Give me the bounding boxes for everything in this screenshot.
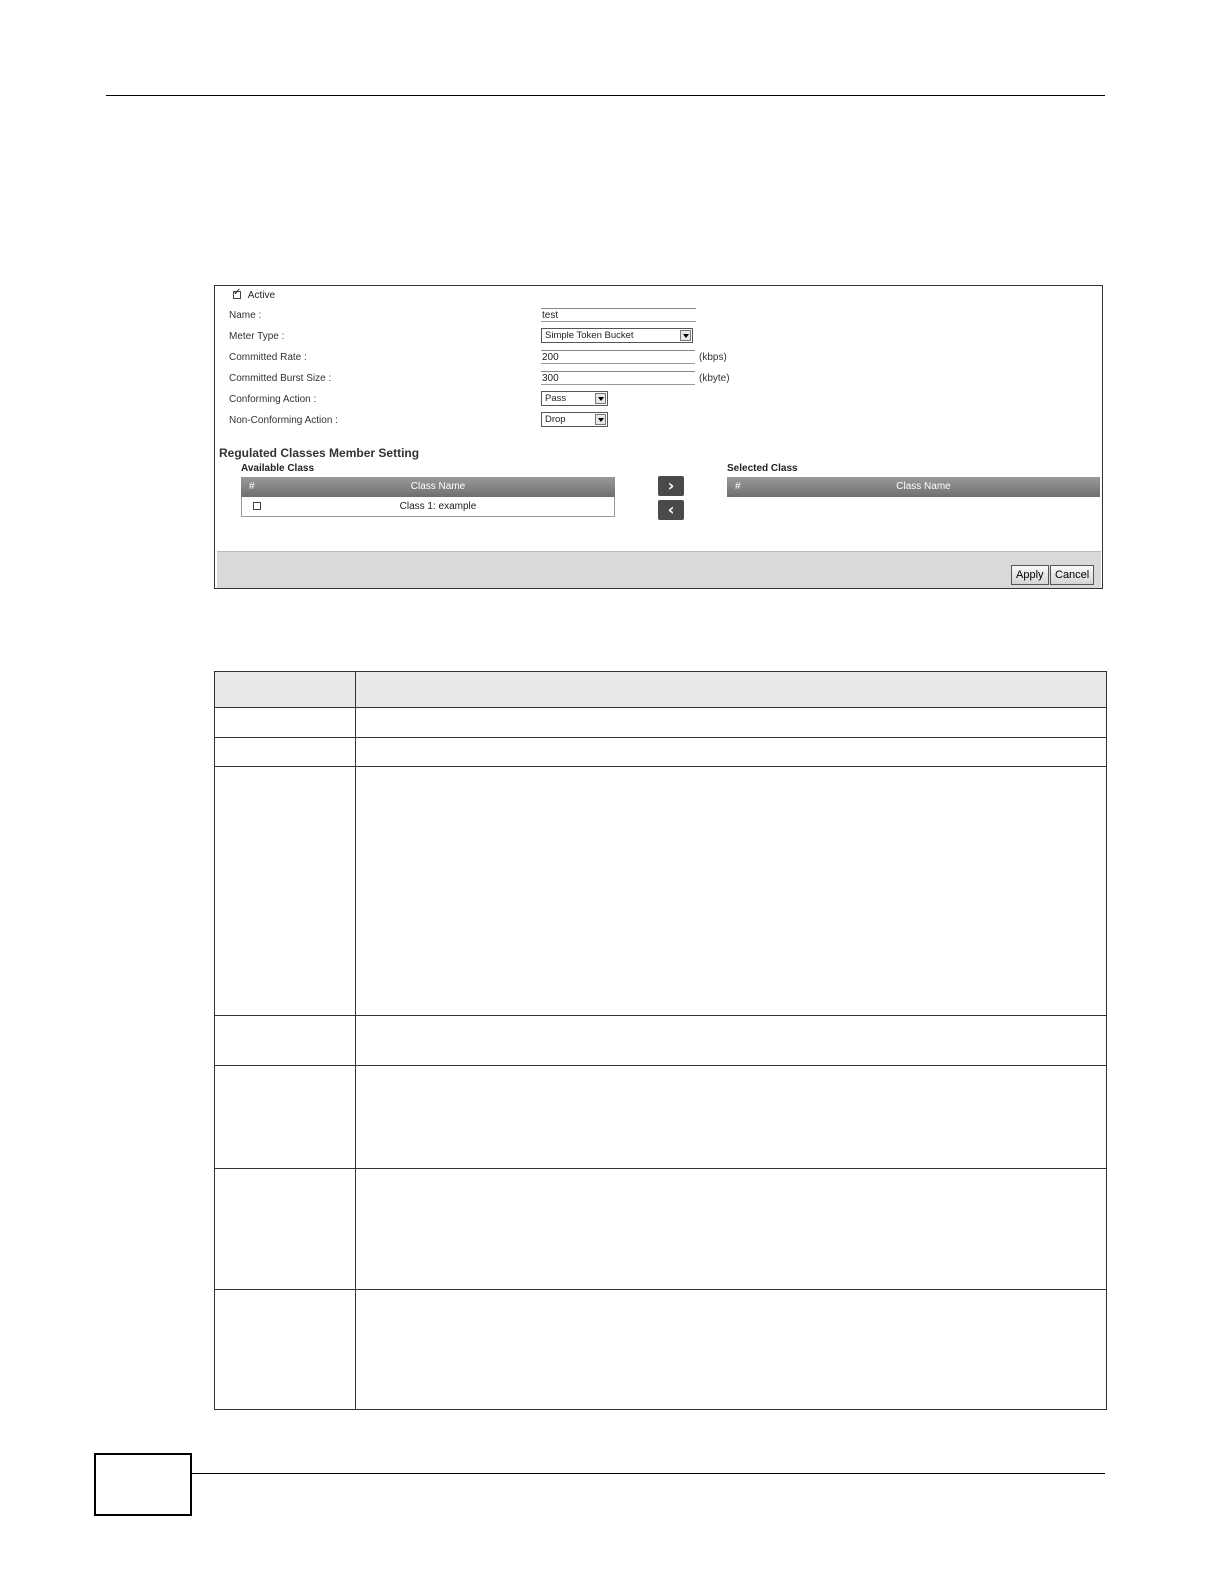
meter-type-label: Meter Type : [229, 331, 285, 342]
active-checkbox[interactable] [233, 291, 241, 299]
apply-button[interactable]: Apply [1011, 565, 1049, 585]
move-right-button[interactable]: › [658, 476, 684, 496]
available-class-title: Available Class [241, 463, 315, 474]
dropdown-arrow-icon [595, 414, 606, 425]
table-row [215, 1016, 1107, 1066]
cancel-button[interactable]: Cancel [1050, 565, 1094, 585]
active-label: Active [247, 290, 276, 301]
conforming-action-label: Conforming Action : [229, 394, 317, 405]
panel-footer [217, 551, 1101, 588]
committed-burst-label: Committed Burst Size : [229, 373, 332, 384]
header-rule [106, 95, 1105, 96]
committed-burst-input[interactable]: 300 [541, 371, 695, 385]
non-conforming-action-select[interactable] [541, 412, 608, 427]
footer-rule [192, 1473, 1105, 1474]
class-row-name: Class 1: example [399, 501, 477, 512]
description-table [214, 671, 1107, 1410]
table-row[interactable] [241, 497, 615, 517]
table-row [215, 767, 1107, 1016]
committed-rate-unit: (kbps) [699, 352, 727, 363]
policer-edit-panel [214, 285, 1103, 589]
available-name-header: Class Name [410, 481, 466, 492]
table-header-row [215, 672, 1107, 708]
selected-hash-header: # [735, 481, 741, 492]
table-row [215, 1169, 1107, 1290]
available-hash-header: # [249, 481, 255, 492]
class-row-checkbox[interactable] [253, 502, 261, 510]
dropdown-arrow-icon [595, 393, 606, 404]
committed-rate-label: Committed Rate : [229, 352, 307, 363]
meter-type-value: Simple Token Bucket [545, 330, 634, 341]
committed-burst-unit: (kbyte) [699, 373, 730, 384]
move-left-button[interactable]: ‹ [658, 500, 684, 520]
available-class-header [241, 477, 615, 497]
meter-type-select[interactable] [541, 328, 693, 343]
selected-class-title: Selected Class [727, 463, 798, 474]
table-row [215, 1290, 1107, 1410]
non-conforming-action-label: Non-Conforming Action : [229, 415, 338, 426]
conforming-action-value: Pass [545, 393, 567, 404]
conforming-action-select[interactable] [541, 391, 608, 406]
page-number-box [94, 1453, 192, 1516]
dropdown-arrow-icon [680, 330, 691, 341]
name-label: Name : [229, 310, 262, 321]
active-row [233, 290, 275, 301]
table-row [215, 708, 1107, 738]
non-conforming-action-value: Drop [545, 414, 566, 425]
selected-name-header: Class Name [896, 481, 951, 492]
table-row [215, 1066, 1107, 1169]
selected-class-header [727, 477, 1100, 497]
table-row [215, 738, 1107, 767]
committed-rate-input[interactable]: 200 [541, 350, 695, 364]
name-input[interactable]: test [541, 308, 696, 322]
section-title: Regulated Classes Member Setting [219, 446, 420, 460]
